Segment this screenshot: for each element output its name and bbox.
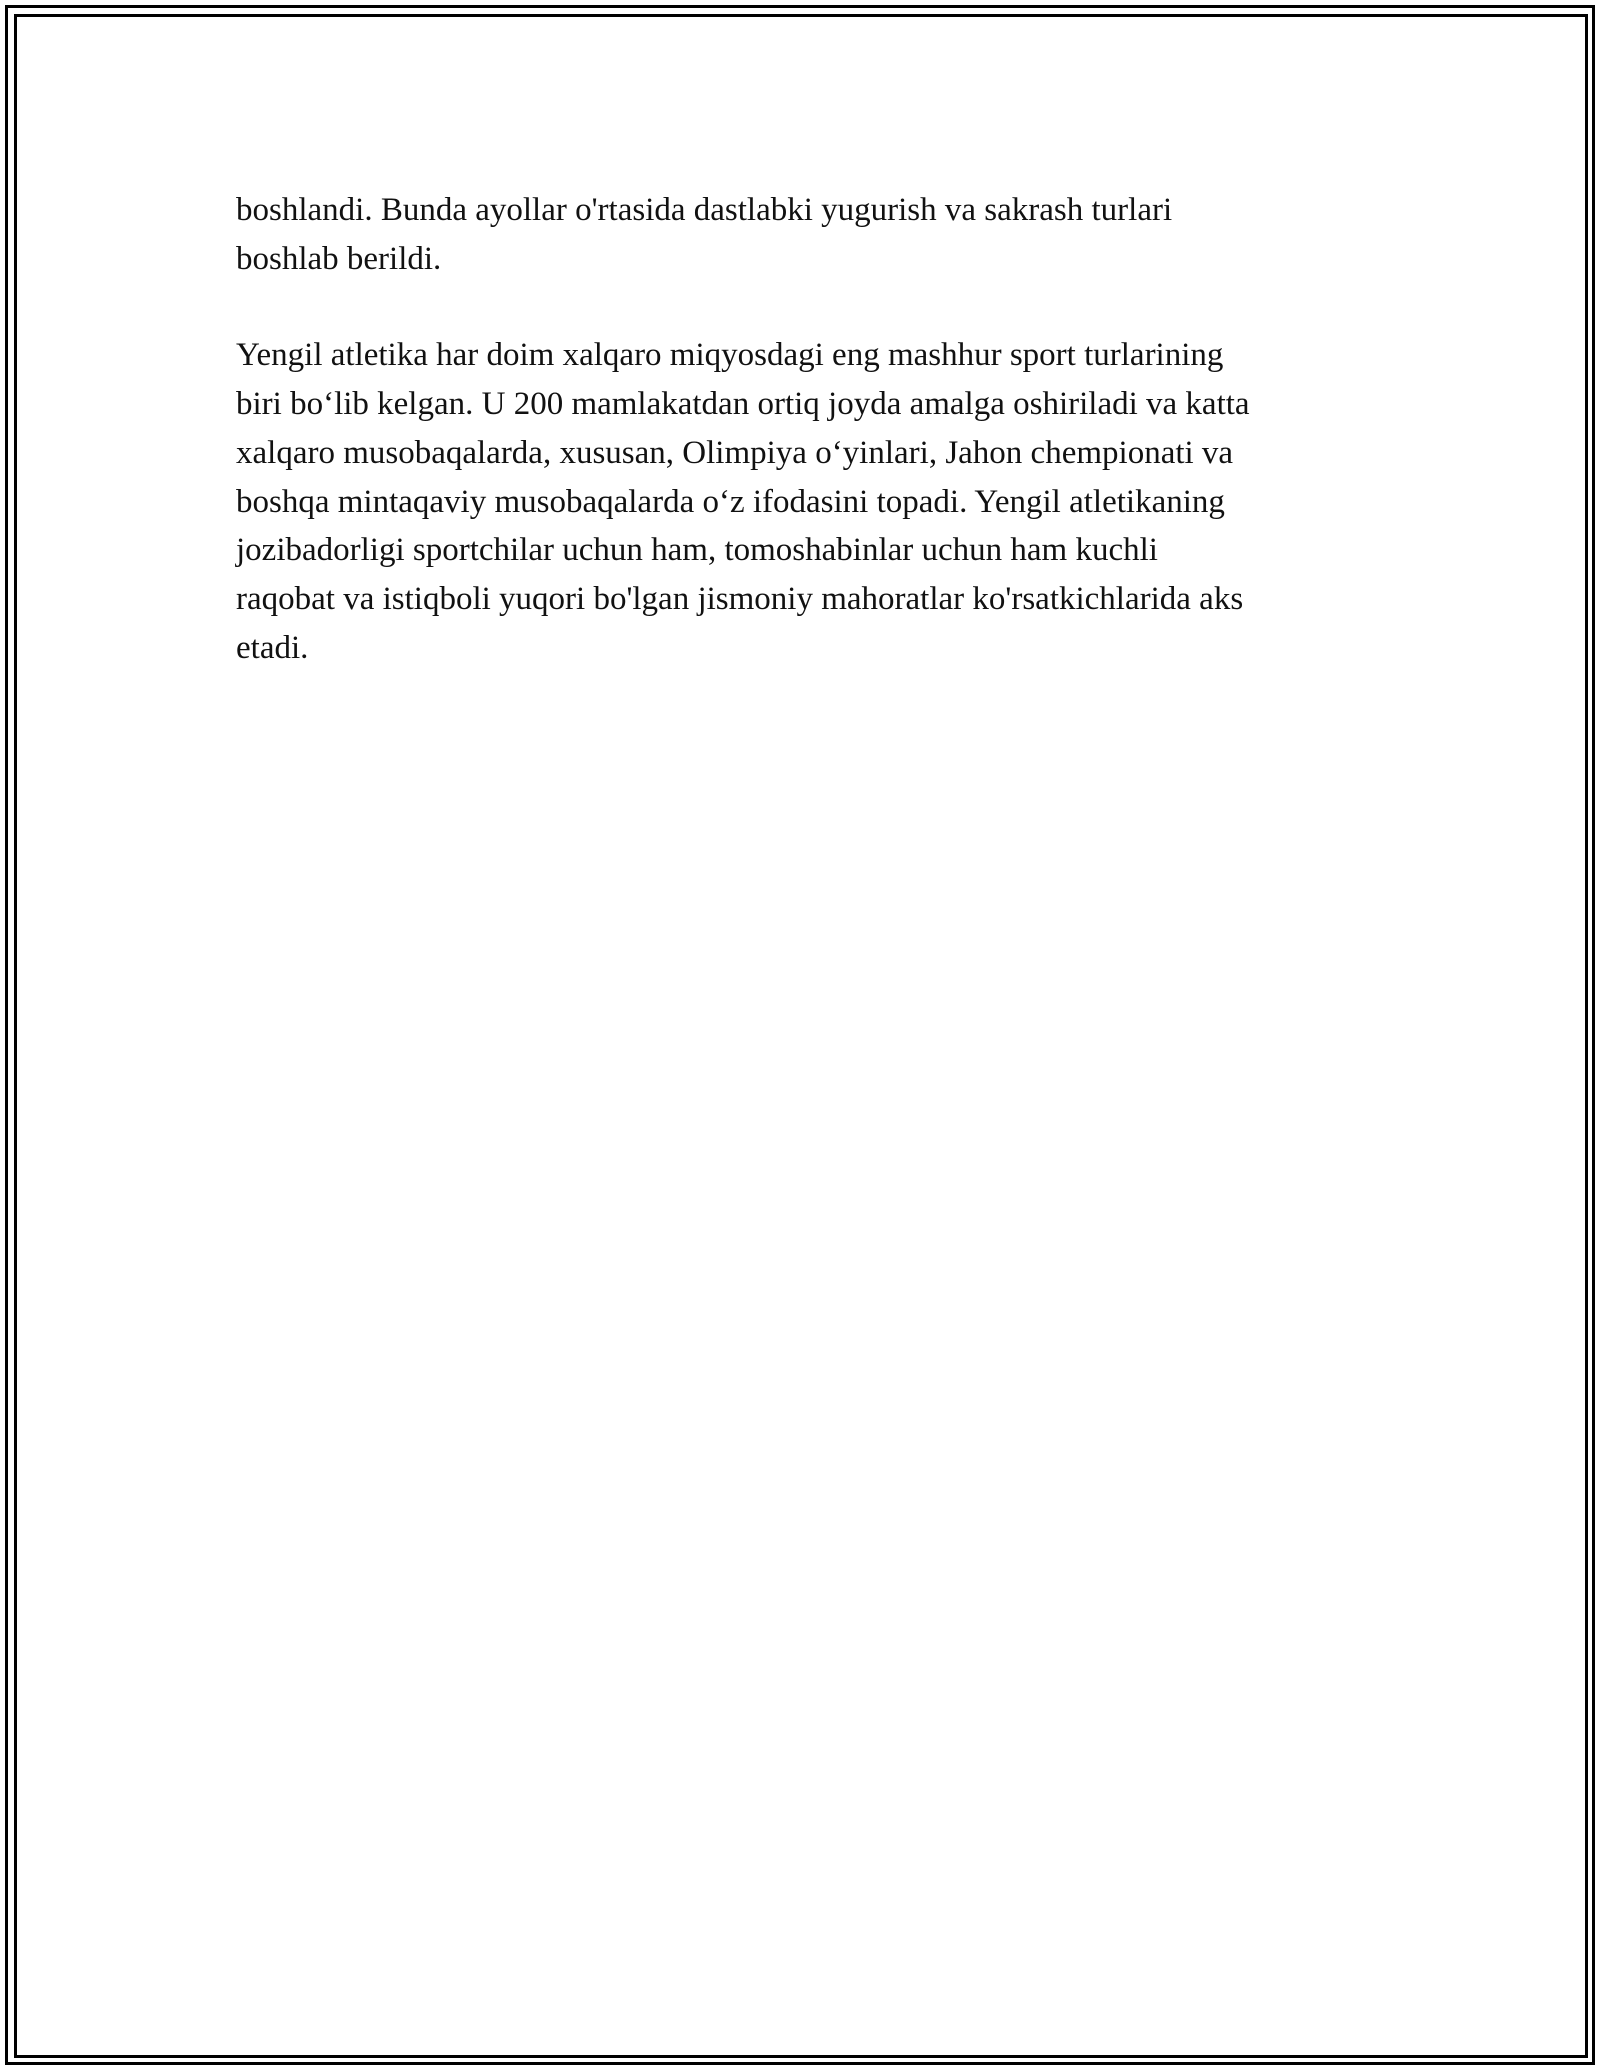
text-line: raqobat va istiqboli yuqori bo'lgan jismoniy mahoratlar ko'rsatkichlarida aks: [236, 580, 1244, 617]
text-line: xalqaro musobaqalarda, xususan, Olimpiya o‘yinlari, Jahon chempionati va: [236, 434, 1234, 471]
text-line: boshqa mintaqaviy musobaqalarda o‘z ifodasini topadi. Yengil atletikaning: [236, 483, 1225, 520]
paragraph-1: [236, 186, 1386, 283]
text-line: boshlandi. Bunda ayollar o'rtasida dastlabki yugurish va sakrash turlari: [236, 192, 1173, 228]
text-line: biri bo‘lib kelgan. U 200 mamlakatdan ortiq joyda amalga oshiriladi va katta: [236, 386, 1250, 423]
text-line: etadi.: [236, 629, 309, 666]
text-line: Yengil atletika har doim xalqaro miqyosdagi eng mashhur sport turlarining: [236, 337, 1224, 374]
text-line: boshlab berildi.: [236, 240, 442, 277]
document-body: [236, 186, 1386, 720]
text-line: jozibadorligi sportchilar uchun ham, tomoshabinlar uchun ham kuchli: [236, 532, 1158, 569]
paragraph-2: [236, 331, 1386, 672]
